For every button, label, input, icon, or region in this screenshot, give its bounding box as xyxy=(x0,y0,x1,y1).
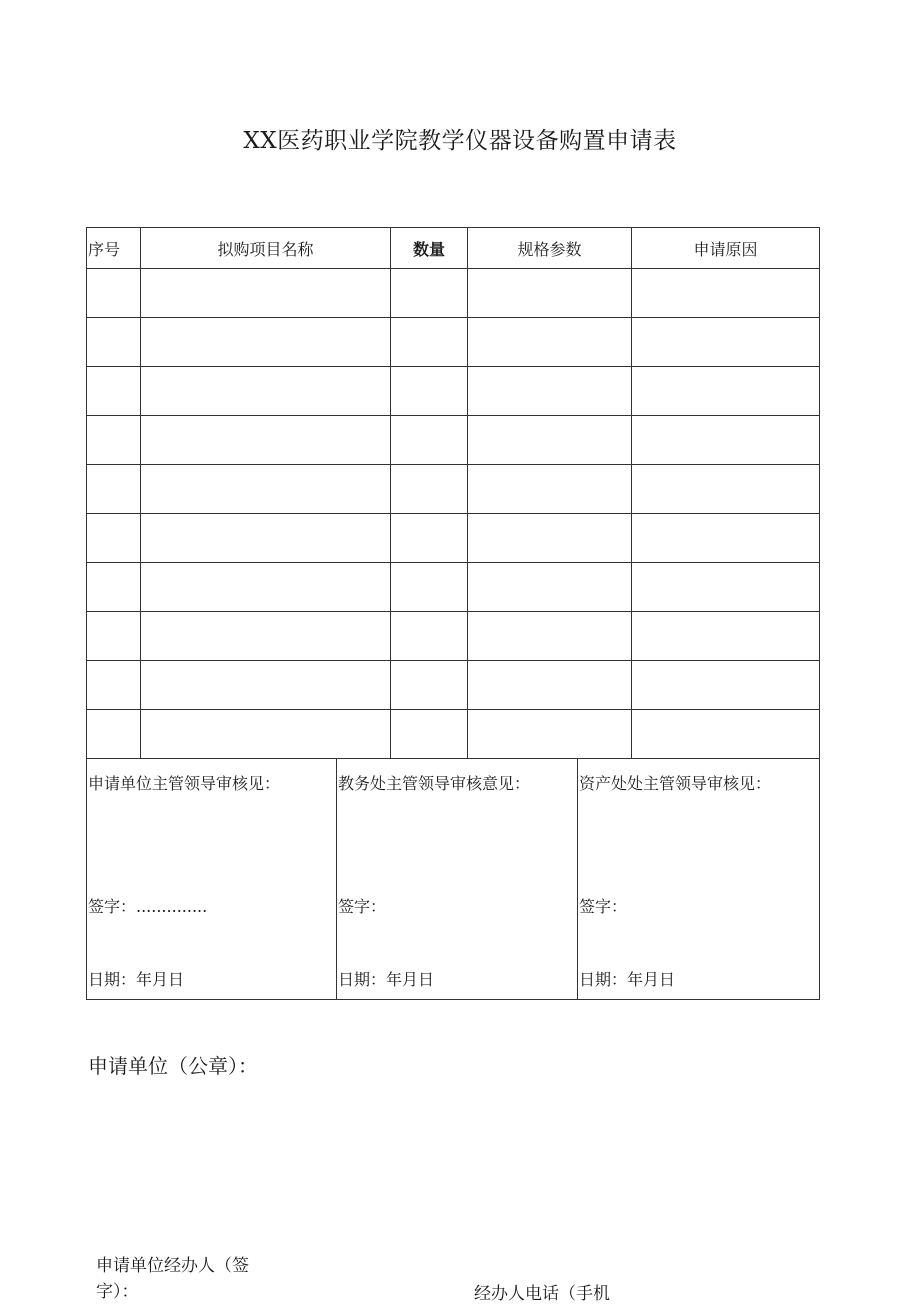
cell-reason[interactable] xyxy=(632,269,820,318)
cell-specification[interactable] xyxy=(468,514,632,563)
cell-quantity[interactable] xyxy=(391,367,468,416)
cell-quantity[interactable] xyxy=(391,514,468,563)
asset-office-date-field[interactable]: 日期：年月日 xyxy=(579,970,676,989)
table-row xyxy=(87,416,820,465)
cell-item-name[interactable] xyxy=(141,612,391,661)
cell-seq[interactable] xyxy=(87,269,141,318)
cell-item-name[interactable] xyxy=(141,367,391,416)
form-title: XX医药职业学院教学仪器设备购置申请表 xyxy=(243,128,677,154)
cell-quantity[interactable] xyxy=(391,563,468,612)
cell-quantity[interactable] xyxy=(391,465,468,514)
header-item-name: 拟购项目名称 xyxy=(141,228,391,269)
cell-quantity[interactable] xyxy=(391,318,468,367)
asset-office-signature-field[interactable]: 签字： xyxy=(579,897,628,916)
cell-item-name[interactable] xyxy=(141,416,391,465)
cell-specification[interactable] xyxy=(468,710,632,759)
cell-reason[interactable] xyxy=(632,367,820,416)
cell-item-name[interactable] xyxy=(141,563,391,612)
cell-specification[interactable] xyxy=(468,367,632,416)
cell-seq[interactable] xyxy=(87,563,141,612)
unit-leader-review-label: 申请单位主管领导审核见： xyxy=(88,774,281,793)
cell-item-name[interactable] xyxy=(141,269,391,318)
cell-seq[interactable] xyxy=(87,465,141,514)
cell-reason[interactable] xyxy=(632,514,820,563)
cell-quantity[interactable] xyxy=(391,612,468,661)
cell-specification[interactable] xyxy=(468,465,632,514)
cell-specification[interactable] xyxy=(468,416,632,465)
cell-item-name[interactable] xyxy=(141,318,391,367)
header-quantity: 数量 xyxy=(391,228,468,269)
cell-reason[interactable] xyxy=(632,563,820,612)
cell-seq[interactable] xyxy=(87,318,141,367)
academic-affairs-review-label: 教务处主管领导审核意见： xyxy=(338,774,531,793)
cell-reason[interactable] xyxy=(632,612,820,661)
cell-seq[interactable] xyxy=(87,367,141,416)
cell-reason[interactable] xyxy=(632,710,820,759)
applicant-unit-stamp-label: 申请单位（公章）： xyxy=(88,1054,258,1078)
cell-specification[interactable] xyxy=(468,612,632,661)
table-row xyxy=(87,710,820,759)
handler-phone-label: 经办人电话（手机 xyxy=(474,1284,610,1304)
cell-seq[interactable] xyxy=(87,661,141,710)
cell-quantity[interactable] xyxy=(391,269,468,318)
cell-specification[interactable] xyxy=(468,563,632,612)
cell-seq[interactable] xyxy=(87,612,141,661)
table-row xyxy=(87,269,820,318)
cell-quantity[interactable] xyxy=(391,661,468,710)
unit-leader-review-cell[interactable] xyxy=(87,758,337,1000)
cell-quantity[interactable] xyxy=(391,416,468,465)
table-row xyxy=(87,563,820,612)
cell-reason[interactable] xyxy=(632,318,820,367)
cell-seq[interactable] xyxy=(87,416,141,465)
academic-affairs-signature-field[interactable]: 签字： xyxy=(338,897,387,916)
cell-seq[interactable] xyxy=(87,514,141,563)
header-reason: 申请原因 xyxy=(632,228,820,269)
approval-section xyxy=(86,758,820,1000)
academic-affairs-date-field[interactable]: 日期：年月日 xyxy=(338,970,435,989)
cell-item-name[interactable] xyxy=(141,514,391,563)
cell-seq[interactable] xyxy=(87,710,141,759)
cell-specification[interactable] xyxy=(468,318,632,367)
cell-reason[interactable] xyxy=(632,416,820,465)
table-row xyxy=(87,661,820,710)
academic-affairs-review-cell[interactable] xyxy=(337,758,578,1000)
header-specification: 规格参数 xyxy=(468,228,632,269)
cell-specification[interactable] xyxy=(468,661,632,710)
header-seq: 序号 xyxy=(87,228,141,269)
asset-office-review-cell[interactable] xyxy=(578,758,820,1000)
cell-quantity[interactable] xyxy=(391,710,468,759)
table-row xyxy=(87,367,820,416)
asset-office-review-label: 资产处处主管领导审核见： xyxy=(579,774,772,793)
unit-leader-signature-field[interactable]: 签字：.............. xyxy=(88,897,208,916)
table-row xyxy=(87,514,820,563)
applicant-handler-signature-label: 申请单位经办人（签字）： xyxy=(96,1256,249,1302)
cell-item-name[interactable] xyxy=(141,710,391,759)
cell-item-name[interactable] xyxy=(141,465,391,514)
table-header-row xyxy=(87,228,820,269)
cell-reason[interactable] xyxy=(632,465,820,514)
cell-item-name[interactable] xyxy=(141,661,391,710)
table-row xyxy=(87,465,820,514)
table-row xyxy=(87,318,820,367)
unit-leader-date-field[interactable]: 日期：年月日 xyxy=(88,970,185,989)
cell-specification[interactable] xyxy=(468,269,632,318)
purchase-items-table xyxy=(86,227,820,759)
cell-reason[interactable] xyxy=(632,661,820,710)
table-row xyxy=(87,612,820,661)
